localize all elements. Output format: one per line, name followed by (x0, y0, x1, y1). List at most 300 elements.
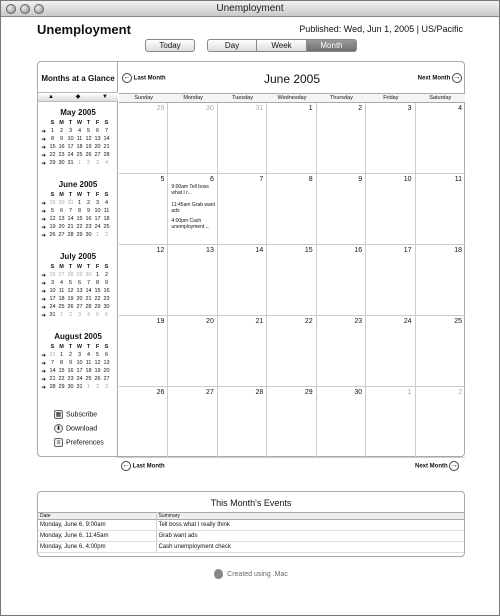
mini-day[interactable]: 3 (104, 384, 109, 390)
mini-day[interactable]: 14 (103, 136, 110, 142)
week-arrow-icon[interactable]: ➜ (40, 376, 47, 383)
next-month-label: Next Month (415, 463, 448, 470)
next-month-label: Next Month (417, 75, 451, 82)
next-month-link-top[interactable] (418, 73, 462, 83)
calendar-event[interactable]: 4:00pm Cash unemployment ... (171, 218, 210, 230)
week-arrow-icon[interactable]: ➜ (40, 352, 47, 359)
mini-weekday: S (50, 344, 55, 350)
mini-day[interactable]: 16 (58, 144, 65, 150)
mini-day[interactable]: 5 (50, 208, 55, 214)
mini-day[interactable]: 17 (94, 216, 101, 222)
day-cell[interactable] (267, 387, 316, 458)
mini-day[interactable]: 29 (76, 272, 83, 278)
mini-day[interactable]: 3 (50, 280, 55, 286)
event-date: Monday, June 6, 11:45am (38, 531, 156, 542)
mini-day[interactable]: 18 (85, 368, 92, 374)
mini-day[interactable]: 5 (86, 128, 91, 134)
mini-day[interactable]: 14 (49, 368, 56, 374)
day-cell[interactable] (267, 316, 316, 387)
mini-day[interactable]: 3 (68, 128, 73, 134)
mini-day[interactable]: 31 (67, 160, 74, 166)
calendar-icon: ▦ (55, 412, 62, 418)
mini-day[interactable]: 5 (95, 312, 100, 318)
mini-day[interactable]: 11 (58, 288, 65, 294)
week-arrow-icon[interactable]: ➜ (40, 304, 47, 311)
published-info: Published: Wed, Jun 1, 2005 | US/Pacific (299, 24, 463, 34)
event-date: Monday, June 6, 4:00pm (38, 542, 156, 553)
day-number: 1 (308, 105, 313, 112)
mini-day[interactable]: 28 (49, 384, 56, 390)
calendar-event[interactable]: 9:00am Tell boss what I r... (171, 184, 209, 196)
month-view-button[interactable]: Month (307, 39, 357, 52)
mini-day[interactable]: 26 (49, 272, 56, 278)
day-cell[interactable] (218, 103, 267, 174)
mini-day[interactable]: 1 (77, 200, 82, 206)
event-row[interactable] (38, 520, 464, 531)
day-number: 3 (407, 105, 412, 112)
mini-weekday: T (68, 120, 73, 126)
day-cell[interactable] (119, 316, 168, 387)
mini-day[interactable]: 24 (76, 376, 83, 382)
day-cell[interactable] (267, 245, 316, 316)
mini-day[interactable]: 17 (67, 144, 74, 150)
day-number: 7 (259, 176, 264, 183)
day-cell[interactable] (168, 245, 217, 316)
mini-day[interactable]: 20 (103, 368, 110, 374)
mini-day[interactable]: 2 (104, 272, 109, 278)
mini-calendar (38, 332, 118, 391)
mini-day[interactable]: 26 (85, 152, 92, 158)
month-view (119, 62, 465, 458)
week-view-button[interactable]: Week (257, 39, 307, 52)
mini-day[interactable]: 10 (94, 208, 101, 214)
mini-day[interactable]: 14 (67, 216, 74, 222)
month-events-box (37, 491, 465, 557)
mini-day[interactable]: 1 (59, 312, 64, 318)
mini-day[interactable]: 4 (104, 200, 109, 206)
mini-day[interactable]: 19 (94, 368, 101, 374)
calendar-event[interactable]: 11:45am Grab want ads (171, 202, 215, 214)
mini-day[interactable]: 19 (67, 296, 74, 302)
week-arrow-icon[interactable]: ➜ (40, 144, 47, 151)
mini-day[interactable]: 18 (58, 296, 65, 302)
day-number: 30 (354, 389, 363, 396)
mini-weekday: T (86, 344, 91, 350)
download-link[interactable] (54, 424, 97, 433)
mini-calendar-title[interactable]: August 2005 (54, 332, 102, 341)
mini-day[interactable]: 4 (104, 160, 109, 166)
mini-day[interactable]: 29 (76, 232, 83, 238)
mini-day[interactable]: 4 (77, 128, 82, 134)
apple-logo-icon (214, 569, 223, 579)
week-arrow-icon[interactable]: ➜ (40, 312, 47, 319)
today-button[interactable]: Today (145, 39, 195, 52)
mini-day[interactable]: 9 (104, 280, 109, 286)
right-arrow-icon: → (453, 74, 461, 81)
mini-day[interactable]: 25 (58, 304, 65, 310)
mini-day[interactable]: 1 (59, 352, 64, 358)
mini-day[interactable]: 26 (94, 376, 101, 382)
mini-day[interactable]: 30 (85, 272, 92, 278)
mini-day[interactable]: 2 (59, 128, 64, 134)
event-date: Monday, June 6, 9:00am (38, 520, 156, 531)
mini-day[interactable]: 16 (85, 216, 92, 222)
mini-day[interactable]: 6 (95, 128, 100, 134)
day-cell[interactable] (168, 316, 217, 387)
mini-day[interactable]: 29 (49, 200, 56, 206)
mini-day[interactable]: 17 (49, 296, 56, 302)
mini-day[interactable]: 13 (58, 216, 65, 222)
day-number: 9 (358, 176, 363, 183)
mini-day[interactable]: 6 (59, 208, 64, 214)
mini-day[interactable]: 2 (68, 352, 73, 358)
mini-weekday: F (95, 120, 100, 126)
day-cell[interactable] (168, 103, 217, 174)
subscribe-link[interactable] (54, 410, 97, 419)
preferences-link[interactable] (54, 438, 104, 447)
mini-weekday: T (68, 344, 73, 350)
window-title: Unemployment (216, 3, 284, 14)
mini-day[interactable]: 4 (59, 280, 64, 286)
view-switcher (207, 39, 357, 52)
mini-day[interactable]: 13 (103, 360, 110, 366)
day-cell[interactable] (366, 387, 415, 458)
week-arrow-icon[interactable]: ➜ (40, 360, 47, 367)
mini-day[interactable]: 28 (67, 272, 74, 278)
mini-day[interactable]: 8 (50, 136, 55, 142)
events-title: This Month's Events (210, 498, 292, 508)
mini-day[interactable]: 27 (58, 272, 65, 278)
weekday-label: Wednesday (277, 95, 307, 101)
week-arrow-icon[interactable]: ➜ (40, 224, 47, 231)
mini-day[interactable]: 13 (94, 136, 101, 142)
mini-day[interactable]: 25 (103, 224, 110, 230)
week-arrow-icon[interactable]: ➜ (40, 368, 47, 375)
sidebar-heading: Months at a Glance (41, 74, 115, 83)
mini-day[interactable]: 22 (58, 376, 65, 382)
mini-day[interactable]: 20 (76, 296, 83, 302)
mini-day[interactable]: 19 (85, 144, 92, 150)
mini-day[interactable]: 24 (49, 304, 56, 310)
week-arrow-icon[interactable]: ➜ (40, 136, 47, 143)
mini-day[interactable]: 21 (49, 376, 56, 382)
mini-weekday: S (104, 344, 109, 350)
mini-day[interactable]: 7 (86, 280, 91, 286)
day-cell[interactable] (119, 174, 168, 245)
day-number: 29 (156, 105, 165, 112)
mini-day[interactable]: 23 (58, 152, 65, 158)
mini-day[interactable]: 5 (68, 280, 73, 286)
mini-day[interactable]: 1 (77, 160, 82, 166)
day-cell[interactable] (119, 103, 168, 174)
day-number: 2 (458, 389, 462, 396)
day-number: 17 (403, 247, 412, 254)
mini-day[interactable]: 29 (58, 384, 65, 390)
mini-day[interactable]: 27 (58, 232, 65, 238)
mini-day[interactable]: 16 (67, 368, 74, 374)
mini-day[interactable]: 28 (103, 152, 110, 158)
day-number: 27 (206, 389, 214, 396)
day-number: 5 (160, 176, 165, 183)
mini-day[interactable]: 24 (94, 224, 101, 230)
mini-calendar (38, 252, 118, 319)
sidebar-current-diamond-icon[interactable]: ◆ (75, 94, 81, 100)
mini-day[interactable]: 31 (76, 384, 83, 390)
day-cell[interactable] (317, 387, 366, 458)
mini-day[interactable]: 16 (103, 288, 110, 294)
mini-day[interactable]: 27 (76, 304, 83, 310)
week-arrow-icon[interactable]: ➜ (40, 280, 47, 287)
week-arrow-icon[interactable]: ➜ (40, 200, 47, 207)
week-arrow-icon[interactable]: ➜ (40, 216, 47, 223)
day-cell[interactable] (416, 174, 465, 245)
right-arrow-icon: → (450, 462, 458, 469)
download-icon: ⬇ (55, 426, 62, 432)
mini-weekday: M (59, 264, 64, 270)
mini-day[interactable]: 21 (103, 144, 110, 150)
mini-day[interactable]: 5 (95, 352, 100, 358)
mini-day[interactable]: 18 (76, 144, 83, 150)
mini-weekday: M (59, 192, 64, 198)
sidebar-next-arrow-icon[interactable]: ▼ (102, 94, 108, 100)
mini-day[interactable]: 21 (85, 296, 92, 302)
mini-day[interactable]: 30 (85, 232, 92, 238)
mini-day[interactable]: 8 (77, 208, 82, 214)
mini-day[interactable]: 30 (103, 304, 110, 310)
day-number: 19 (156, 318, 165, 325)
mini-day[interactable]: 22 (94, 296, 101, 302)
mini-day[interactable]: 11 (103, 208, 110, 214)
week-arrow-icon[interactable]: ➜ (40, 152, 47, 159)
mini-day[interactable]: 15 (49, 144, 56, 150)
day-cell[interactable] (366, 316, 415, 387)
day-cell[interactable] (218, 387, 267, 458)
mini-day[interactable]: 1 (95, 232, 100, 238)
day-cell[interactable] (416, 387, 465, 458)
event-summary: Cash unemployment check (156, 542, 464, 553)
day-cell[interactable] (366, 245, 415, 316)
last-month-label: Last Month (132, 463, 165, 470)
mini-day[interactable]: 26 (67, 304, 74, 310)
mini-day[interactable]: 3 (77, 312, 82, 318)
mini-day[interactable]: 4 (86, 312, 91, 318)
mini-day[interactable]: 3 (95, 160, 100, 166)
mini-calendar (38, 108, 118, 167)
day-cell[interactable] (366, 103, 415, 174)
day-number: 20 (206, 318, 214, 325)
mini-day[interactable]: 9 (59, 136, 64, 142)
mini-day[interactable]: 31 (67, 200, 74, 206)
mini-day[interactable]: 20 (58, 224, 65, 230)
day-number: 6 (209, 176, 214, 183)
week-arrow-icon[interactable]: ➜ (40, 160, 47, 167)
day-number: 15 (304, 247, 313, 254)
mini-day[interactable]: 20 (94, 144, 101, 150)
mini-day[interactable]: 9 (68, 360, 73, 366)
mini-day[interactable]: 28 (67, 232, 74, 238)
day-cell[interactable] (119, 245, 168, 316)
mini-day[interactable]: 2 (86, 160, 91, 166)
mini-day[interactable]: 13 (76, 288, 83, 294)
calendar-name: Unemployment (37, 22, 131, 37)
mini-day[interactable]: 1 (86, 384, 91, 390)
mini-day[interactable]: 12 (85, 136, 92, 142)
mini-day[interactable]: 15 (58, 368, 65, 374)
event-row[interactable] (38, 542, 464, 553)
mini-day[interactable]: 15 (94, 288, 101, 294)
mini-day[interactable]: 23 (85, 224, 92, 230)
download-label: Download (66, 425, 98, 433)
week-arrow-icon[interactable]: ➜ (40, 272, 47, 279)
mini-calendar-title[interactable]: July 2005 (59, 252, 97, 261)
mini-day[interactable]: 8 (95, 280, 100, 286)
mini-day[interactable]: 12 (67, 288, 74, 294)
mini-day[interactable]: 8 (59, 360, 64, 366)
mini-day[interactable]: 10 (49, 288, 56, 294)
mini-day[interactable]: 7 (104, 128, 109, 134)
day-number: 13 (206, 247, 214, 254)
mini-day[interactable]: 26 (49, 232, 56, 238)
mini-day[interactable]: 7 (68, 208, 73, 214)
day-number: 14 (255, 247, 264, 254)
day-cell[interactable] (218, 174, 267, 245)
day-cell[interactable] (317, 174, 366, 245)
mini-day[interactable]: 27 (94, 152, 101, 158)
mini-day[interactable]: 2 (86, 200, 91, 206)
mini-corner (39, 191, 48, 199)
week-arrow-icon[interactable]: ➜ (40, 296, 47, 303)
footer (1, 569, 500, 579)
mini-day[interactable]: 15 (76, 216, 83, 222)
mini-day[interactable]: 30 (58, 200, 65, 206)
week-arrow-icon[interactable]: ➜ (40, 384, 47, 391)
day-cell[interactable] (416, 103, 465, 174)
day-number: 10 (403, 176, 412, 183)
mini-day[interactable]: 6 (104, 352, 109, 358)
mini-day[interactable]: 23 (103, 296, 110, 302)
day-cell[interactable] (168, 174, 217, 245)
weekday-label: Tuesday (232, 95, 253, 101)
mini-day[interactable]: 2 (95, 384, 100, 390)
mini-day[interactable]: 2 (104, 232, 109, 238)
mini-day[interactable]: 11 (85, 360, 92, 366)
mini-day[interactable]: 24 (67, 152, 74, 158)
subscribe-label: Subscribe (66, 411, 98, 419)
preferences-icon: ≡ (54, 438, 63, 447)
mini-day[interactable]: 25 (76, 152, 83, 158)
mini-weekday: F (95, 264, 100, 270)
mini-weekday: S (104, 192, 109, 198)
mini-day[interactable]: 6 (77, 280, 82, 286)
mini-calendar-title[interactable]: May 2005 (60, 108, 96, 117)
sidebar-prev-arrow-icon[interactable]: ▲ (48, 94, 54, 100)
day-cell[interactable] (119, 387, 168, 458)
day-cell[interactable] (416, 316, 465, 387)
mini-day[interactable]: 19 (49, 224, 56, 230)
left-arrow-icon: ← (122, 462, 130, 469)
week-arrow-icon[interactable]: ➜ (40, 128, 47, 135)
day-cell[interactable] (317, 316, 366, 387)
week-arrow-icon[interactable]: ➜ (40, 208, 47, 215)
mini-day[interactable]: 4 (86, 352, 91, 358)
day-cell[interactable] (366, 174, 415, 245)
mini-day[interactable]: 18 (103, 216, 110, 222)
mini-day[interactable]: 14 (85, 288, 92, 294)
mini-weekday: T (68, 192, 73, 198)
day-number: 11 (454, 176, 462, 183)
mini-weekday: S (50, 264, 55, 270)
mini-day[interactable]: 10 (76, 360, 83, 366)
mini-day[interactable]: 11 (76, 136, 83, 142)
day-cell[interactable] (168, 387, 217, 458)
mini-day[interactable]: 21 (67, 224, 74, 230)
mini-day[interactable]: 31 (49, 312, 56, 318)
mini-day[interactable]: 30 (58, 160, 65, 166)
day-cell[interactable] (317, 245, 366, 316)
day-cell[interactable] (218, 316, 267, 387)
mini-day[interactable]: 31 (49, 352, 56, 358)
day-cell[interactable] (267, 103, 316, 174)
mini-day[interactable]: 2 (68, 312, 73, 318)
day-cell[interactable] (416, 245, 465, 316)
day-cell[interactable] (267, 174, 316, 245)
mini-day[interactable]: 12 (49, 216, 56, 222)
calendar-panel (37, 61, 465, 457)
mini-calendar-title[interactable]: June 2005 (58, 180, 98, 189)
mini-day[interactable]: 30 (67, 384, 74, 390)
mini-day[interactable]: 10 (67, 136, 74, 142)
mini-day[interactable]: 12 (94, 360, 101, 366)
week-arrow-icon[interactable]: ➜ (40, 232, 47, 239)
next-month-link-bottom[interactable] (415, 461, 459, 471)
mini-day[interactable]: 29 (94, 304, 101, 310)
mini-day[interactable]: 23 (67, 376, 74, 382)
day-cell[interactable] (317, 103, 366, 174)
mini-day[interactable]: 25 (85, 376, 92, 382)
day-number: 12 (156, 247, 165, 254)
mini-day[interactable]: 3 (95, 200, 100, 206)
week-arrow-icon[interactable]: ➜ (40, 288, 47, 295)
mini-day[interactable]: 3 (77, 352, 82, 358)
event-row[interactable] (38, 531, 464, 542)
mini-day[interactable]: 29 (49, 160, 56, 166)
mini-day[interactable]: 22 (76, 224, 83, 230)
mini-day[interactable]: 1 (95, 272, 100, 278)
day-number: 23 (354, 318, 363, 325)
weekday-header (119, 93, 465, 103)
mini-day[interactable]: 28 (85, 304, 92, 310)
day-number: 21 (255, 318, 264, 325)
day-view-button[interactable]: Day (207, 39, 257, 52)
mini-weekday: W (76, 344, 83, 350)
mini-day[interactable]: 22 (49, 152, 56, 158)
mini-day[interactable]: 9 (86, 208, 91, 214)
month-title: June 2005 (263, 72, 321, 86)
last-month-link-bottom[interactable] (121, 461, 165, 471)
day-cell[interactable] (218, 245, 267, 316)
day-number: 24 (403, 318, 412, 325)
weekday-label: Friday (383, 95, 399, 101)
weekday-label: Sunday (134, 95, 154, 101)
mini-day[interactable]: 7 (50, 360, 55, 366)
mini-day[interactable]: 17 (76, 368, 83, 374)
mini-day[interactable]: 27 (103, 376, 110, 382)
events-table (38, 512, 464, 553)
mini-day[interactable]: 1 (50, 128, 55, 134)
weekday-label: Monday (183, 95, 203, 101)
day-number: 18 (454, 247, 462, 254)
mini-day[interactable]: 6 (104, 312, 109, 318)
